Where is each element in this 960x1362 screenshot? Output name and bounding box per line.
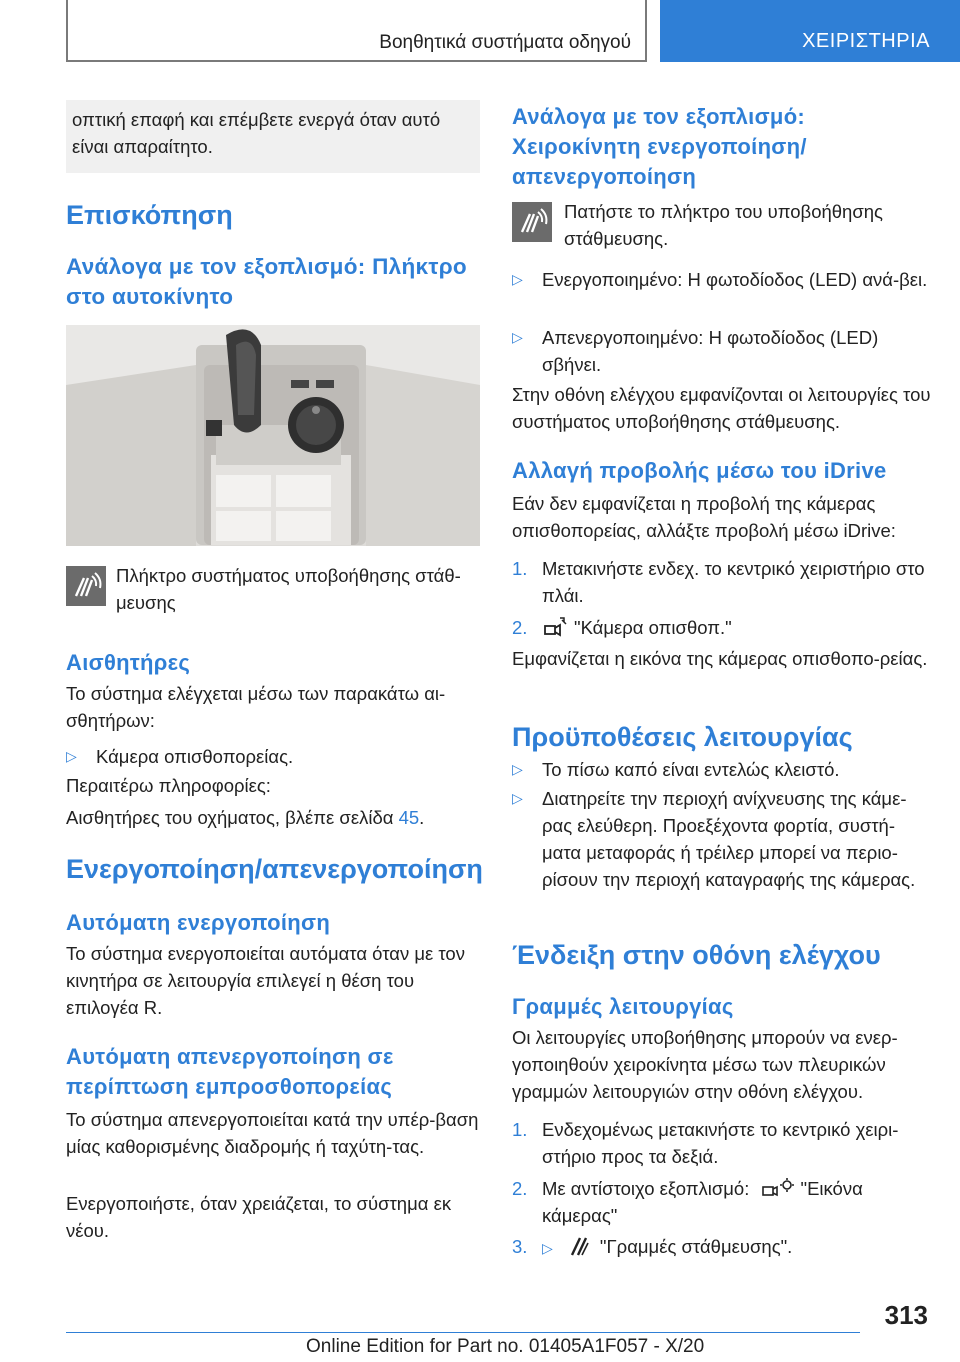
function-bars-heading: Γραμμές λειτουργίας — [512, 994, 734, 1019]
idrive-heading: Αλλαγή προβολής μέσω του iDrive — [512, 458, 887, 483]
header-chapter-tab[interactable] — [660, 0, 960, 62]
rear-camera-icon — [542, 616, 568, 638]
equip-button-heading: Ανάλογα με τον εξοπλισμό: Πλήκτρο στο αυτοκίνητο — [66, 254, 467, 309]
idrive-step-2: 2. "Κάμερα οπισθοπ." — [512, 617, 732, 638]
sensors-reference: Αισθητήρες του οχήματος, βλέπε σελίδα 45. — [66, 807, 425, 828]
function-bars-text: Οι λειτουργίες υποβοήθησης μπορούν να ενερ-γοποιηθούν χειροκίνητα μέσω των πλευρικών γραμμών λειτουργιών στην οθόνη ελέγχου. — [512, 1027, 898, 1102]
manual-press-text: Πατήστε το πλήκτρο του υποβοήθησης στάθμευσης. — [564, 201, 883, 249]
parking-assistant-button-icon-2 — [512, 202, 552, 242]
bullet-triangle-icon: ▷ — [66, 748, 77, 764]
auto-deactivation-text: Το σύστημα απενεργοποιείται κατά την υπέρ-βαση μίας καθορισμένης διαδρομής ή ταχύτη-τας. — [66, 1109, 479, 1157]
center-console-photo — [66, 325, 480, 546]
functions-text: Στην οθόνη ελέγχου εμφανίζονται οι λειτουργίες του συστήματος υποβοήθησης στάθμευσης. — [512, 384, 931, 432]
bars-step-2: 2. Με αντίστοιχο εξοπλισμό: "Εικόνα κάμερας" — [512, 1178, 863, 1226]
footer-divider — [66, 1332, 860, 1333]
intro-text: οπτική επαφή και επέμβετε ενεργά όταν αυτό είναι απαραίτητο. — [72, 109, 441, 157]
led-off-bullet: ▷ Απενεργοποιημένο: Η φωτοδίοδος (LED) σβήνει. — [512, 324, 932, 378]
parking-assistant-button-icon — [66, 566, 106, 606]
bullet-triangle-icon: ▷ — [512, 329, 523, 345]
footer-edition: Online Edition for Part no. 01405A1F057 - X/20 — [306, 1336, 705, 1357]
bullet-triangle-icon: ▷ — [542, 1240, 553, 1256]
activation-heading: Ενεργοποίηση/απενεργοποίηση — [66, 854, 483, 884]
page-link-45[interactable]: 45 — [398, 807, 420, 828]
auto-activation-text: Το σύστημα ενεργοποιείται αυτόματα όταν με τον κινητήρα σε λειτουργία επιλεγεί η θέση του επιλογέα R. — [66, 943, 465, 1018]
sensors-heading: Αισθητήρες — [66, 650, 191, 675]
led-on-bullet: ▷ Ενεργοποιημένο: Η φωτοδίοδος (LED) ανά-βει. — [512, 266, 932, 293]
header-chapter-label: ΧΕΙΡΙΣΤΗΡΙΑ — [802, 30, 930, 52]
bullet-triangle-icon: ▷ — [512, 790, 523, 806]
header-frame — [66, 0, 647, 62]
idrive-step-1: 1. Μετακινήστε ενδεχ. το κεντρικό χειριστήριο στο πλάι. — [512, 558, 925, 606]
prerequisites-heading: Προϋποθέσεις λειτουργίας — [512, 722, 853, 752]
manual-activation-heading: Ανάλογα με τον εξοπλισμό: Χειροκίνητη ενεργοποίηση/ απενεργοποίηση — [512, 104, 807, 189]
auto-deactivation-heading: Αυτόματη απενεργοποίηση σε περίπτωση εμπροσθοπορείας — [66, 1044, 394, 1099]
header-section-title: Βοηθητικά συστήματα οδηγού — [379, 32, 631, 53]
bullet-triangle-icon: ▷ — [512, 761, 523, 777]
auto-activation-heading: Αυτόματη ενεργοποίηση — [66, 910, 331, 935]
page-number: 313 — [884, 1300, 928, 1330]
idrive-text: Εάν δεν εμφανίζεται η προβολή της κάμερας οπισθοπορείας, αλλάξτε προβολή μέσω iDrive: — [512, 493, 896, 541]
overview-heading: Επισκόπηση — [66, 200, 233, 230]
prereq-bullet-1: ▷ Το πίσω καπό είναι εντελώς κλειστό. — [512, 756, 932, 783]
bars-step-1: 1. Ενδεχομένως μετακινήστε το κεντρικό χειρι-στήριο προς τα δεξιά. — [512, 1119, 899, 1167]
prereq-bullet-2: ▷ Διατηρείτε την περιοχή ανίχνευσης της κάμε-ρας ελεύθερη. Προεξέχοντα φορτία, συστή-ματα μεταφοράς ή τρέιλερ μπορεί να περιο-ρίσουν την περιοχή καταγραφής της κάμερας. — [512, 785, 932, 893]
sensors-text: Το σύστημα ελέγχεται μέσω των παρακάτω αι-σθητήρων: — [66, 683, 446, 731]
bars-step-3: 3. ▷ "Γραμμές στάθμευσης". — [512, 1236, 793, 1257]
camera-image-text: Εμφανίζεται η εικόνα της κάμερας οπισθοπο-ρείας. — [512, 648, 928, 669]
sensors-bullet: ▷ Κάμερα οπισθοπορείας. — [66, 743, 480, 770]
parking-button-caption: Πλήκτρο συστήματος υποβοήθησης στάθ-μευσης — [116, 565, 461, 613]
parking-lines-icon — [568, 1235, 592, 1257]
camera-settings-icon — [761, 1177, 795, 1199]
more-info-label: Περαιτέρω πληροφορίες: — [66, 775, 271, 796]
reactivate-text: Ενεργοποιήστε, όταν χρειάζεται, το σύστημα εκ νέου. — [66, 1193, 452, 1241]
bullet-triangle-icon: ▷ — [512, 271, 523, 287]
control-display-heading: Ένδειξη στην οθόνη ελέγχου — [512, 940, 881, 970]
